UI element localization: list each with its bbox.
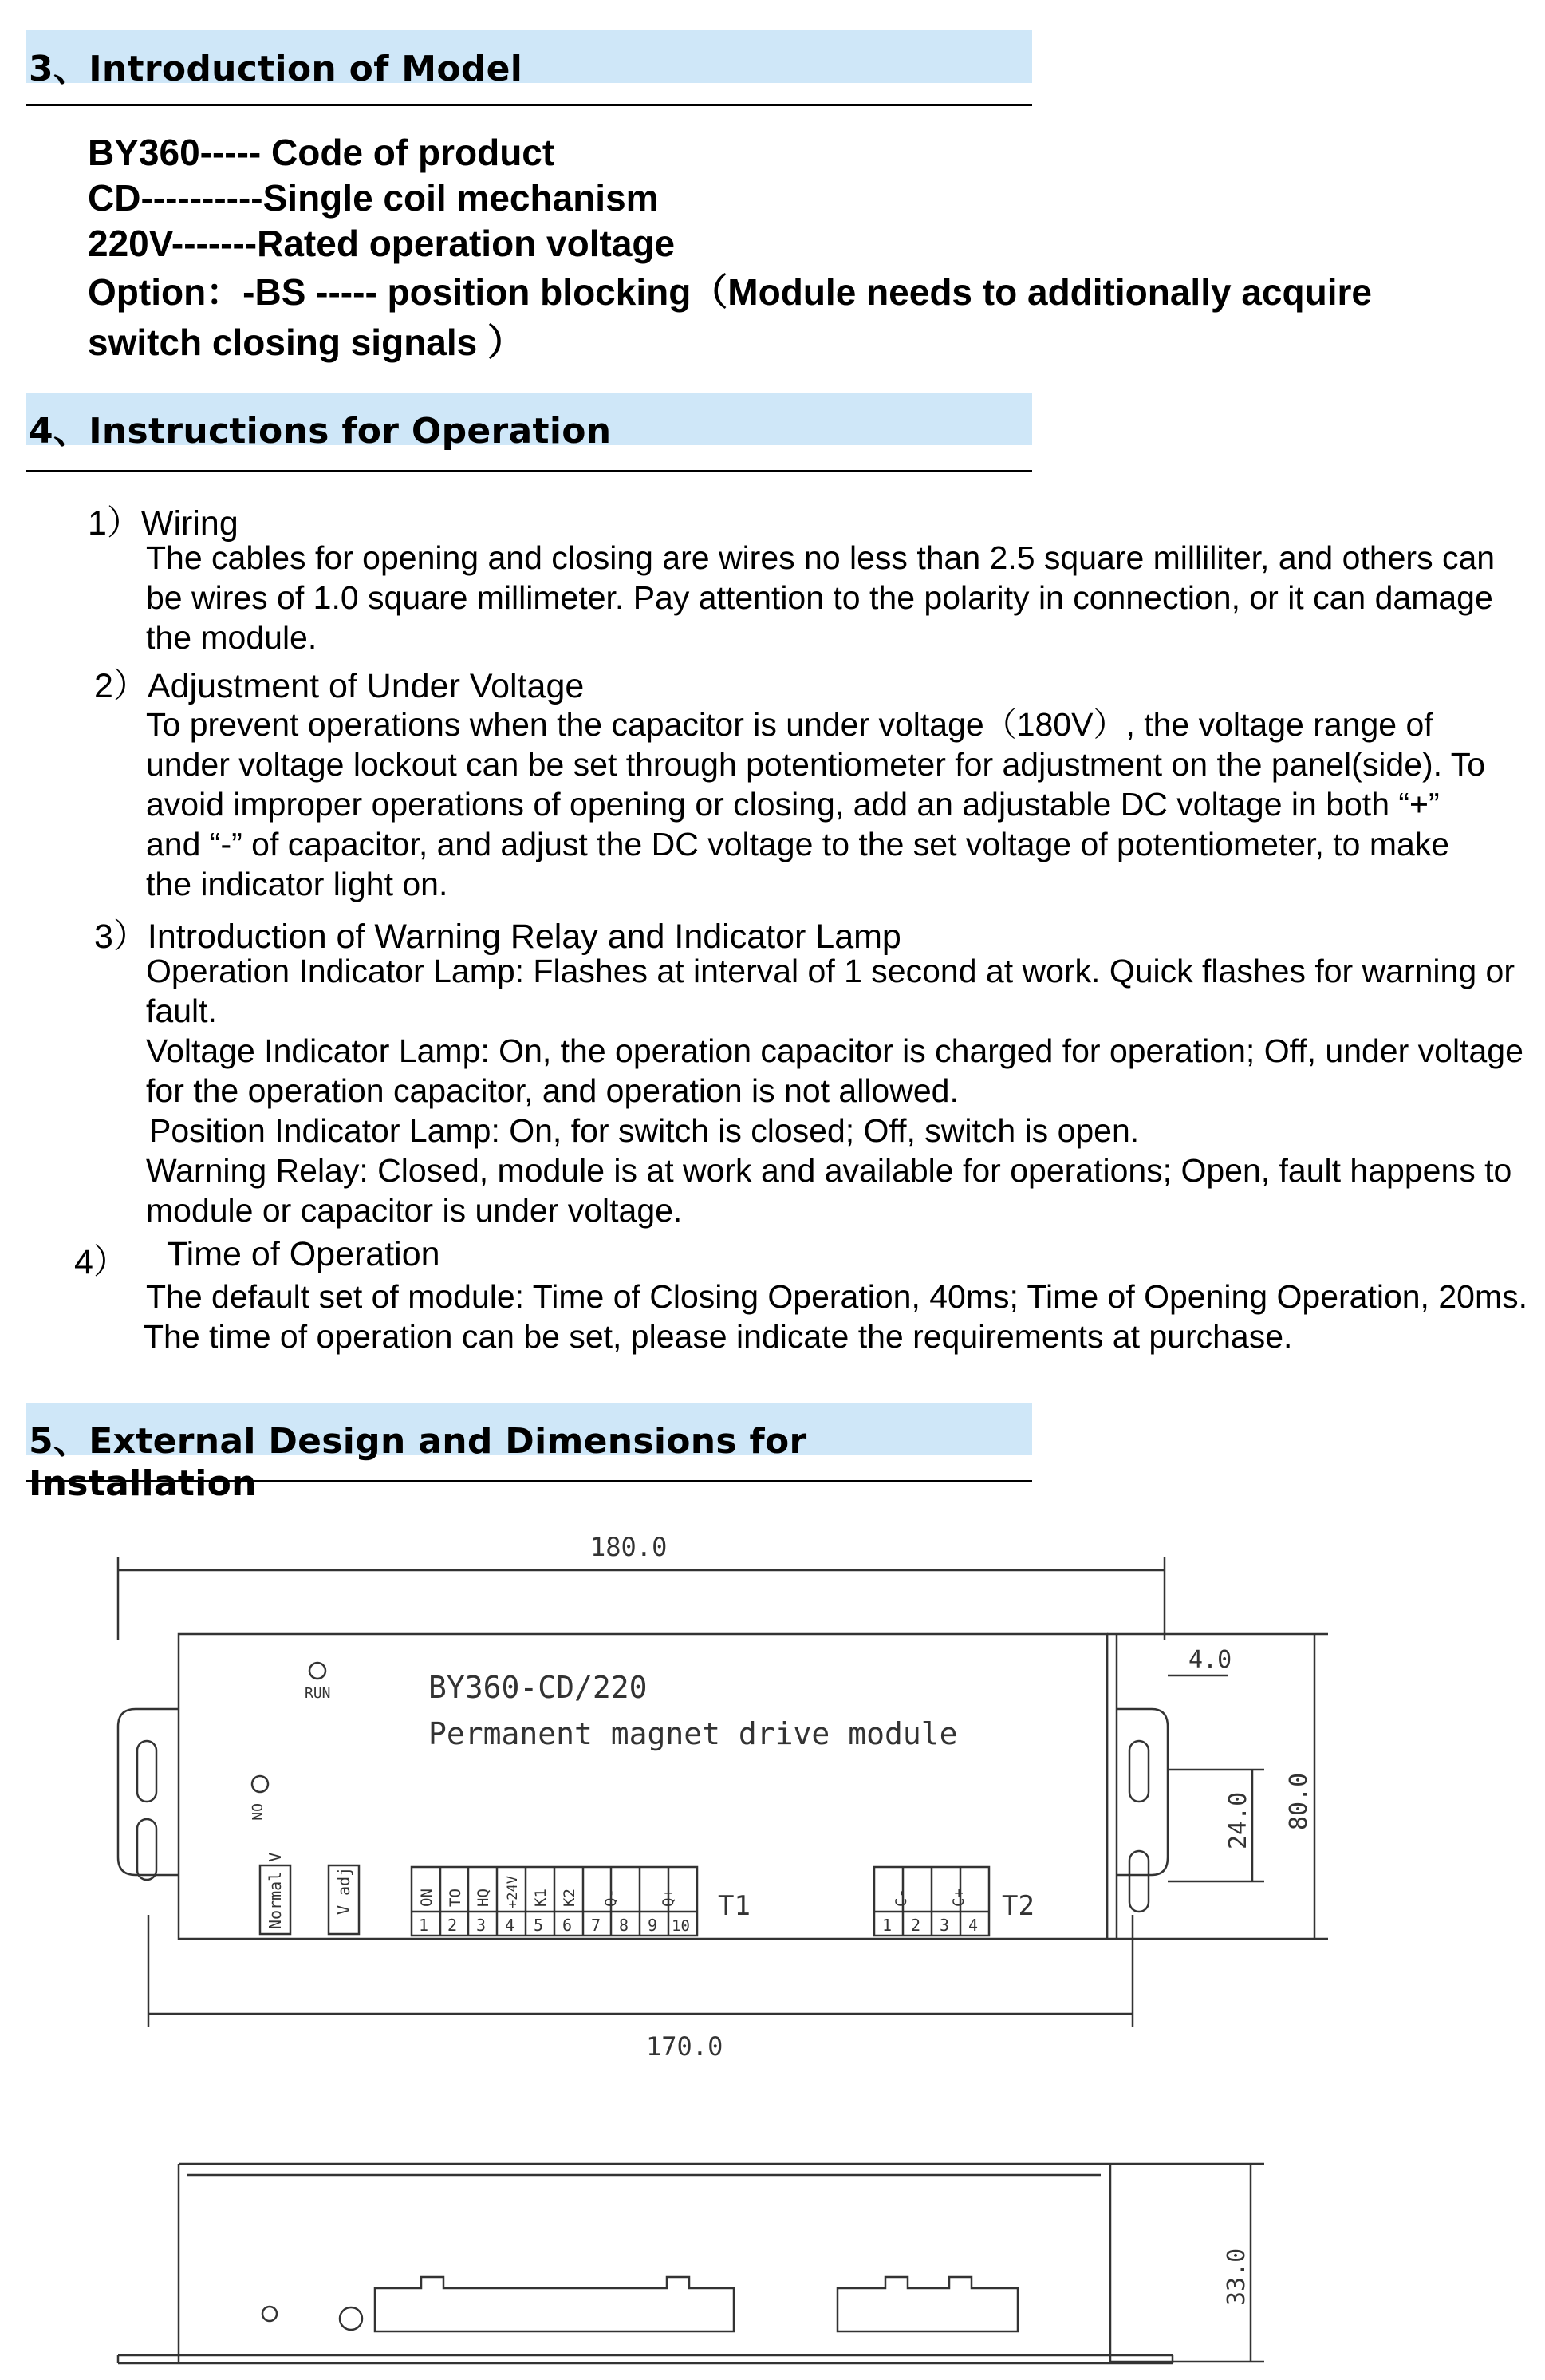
item-1-text [146, 538, 1534, 657]
paragraph: Operation Indicator Lamp: Flashes at interval of 1 second at work. Quick flashes for warning or fault. [146, 953, 1515, 1029]
t2-label-1: C- [893, 1889, 910, 1907]
subtitle-label: Permanent magnet drive module [428, 1716, 958, 1751]
t1-label: T1 [718, 1890, 751, 1922]
t1-number: 5 [534, 1916, 544, 1935]
dim-ear-label: 4.0 [1188, 1646, 1232, 1674]
t1-number: 9 [648, 1916, 658, 1935]
on-lamp [252, 1776, 268, 1792]
t2-label: T2 [1002, 1890, 1035, 1922]
paragraph: Voltage Indicator Lamp: On, the operation capacitor is charged for operation; Off, under voltage for the operation capacitor, and operation is not allowed. [146, 1032, 1523, 1109]
section-3-heading [26, 30, 1032, 89]
t1-number: 7 [591, 1916, 601, 1935]
item-2-text [146, 705, 1486, 904]
t2-number: 2 [911, 1916, 921, 1935]
t1-label-2: TO [447, 1889, 464, 1907]
paragraph: Position Indicator Lamp: On, for switch is closed; Off, switch is open. [149, 1112, 1140, 1149]
t2-number: 3 [940, 1916, 950, 1935]
t1-label-7: Q- [602, 1889, 620, 1907]
side-view [118, 2164, 1264, 2363]
paragraph: The time of operation can be set, please indicate the requirements at purchase. [144, 1318, 1293, 1355]
normal-v-label: Normal V [266, 1852, 285, 1929]
model-line-2: CD----------Single coil mechanism [88, 177, 659, 219]
model-line-3: 220V-------Rated operation voltage [88, 223, 676, 264]
paragraph: The default set of module: Time of Closing Operation, 40ms; Time of Opening Operation, 20ms. [146, 1278, 1527, 1315]
run-label: RUN [305, 1685, 331, 1702]
t1-number: 1 [419, 1916, 429, 1935]
v-adj-label: V adj [334, 1866, 353, 1915]
item-3-title: 3）Introduction of Warning Relay and Indicator Lamp [94, 918, 901, 956]
section-4-heading [26, 393, 1032, 452]
t1-label-1: ON [418, 1889, 436, 1907]
divider [26, 1480, 1032, 1482]
paragraph: Warning Relay: Closed, module is at work and available for operations; Open, fault happens to module or capacitor is under voltage. [146, 1152, 1512, 1229]
t1-number: 8 [619, 1916, 629, 1935]
t1-number: 6 [562, 1916, 573, 1935]
model-line-4: Option：-BS ----- position blocking（Module needs to additionally acquire [88, 271, 1372, 313]
model-label: BY360-CD/220 [428, 1670, 648, 1705]
t1-number: 10 [672, 1917, 690, 1935]
paragraph: To prevent operations when the capacitor is under voltage（180V）, the voltage range of under voltage lockout can be set through potentiometer for adjustment on the panel(side). To avoid improper operations of opening or closing, add an adjustable DC voltage in both “+” and “-” of capacitor, and adjust the DC voltage to the set voltage of potentiometer, to make the indicator light on. [146, 706, 1486, 902]
divider [26, 470, 1032, 472]
section-5-title: 5、External Design and Dimensions for Installation [29, 1421, 807, 1504]
installation-drawing [0, 1516, 1545, 2380]
t1-label-9: Q+ [660, 1889, 677, 1907]
t1-label-3: HQ [475, 1889, 492, 1907]
section-3-title: 3、Introduction of Model [29, 49, 523, 89]
item-4-number: 4） [74, 1243, 128, 1281]
run-lamp [309, 1663, 325, 1679]
dim-depth-label: 33.0 [1223, 2248, 1251, 2306]
item-4-title: Time of Operation [167, 1235, 440, 1273]
dim-width-label: 180.0 [590, 1532, 668, 1562]
on-label: ON [248, 1803, 265, 1821]
divider [26, 104, 1032, 106]
paragraph: The cables for opening and closing are wires no less than 2.5 square milliliter, and others can be wires of 1.0 square millimeter. Pay attention to the polarity in connection, or it can damage the module. [146, 539, 1496, 656]
t2-label-3: C+ [950, 1889, 968, 1907]
section-5-heading [26, 1403, 1032, 1504]
t2-number: 1 [882, 1916, 893, 1935]
t1-label-4: +24V [505, 1876, 521, 1908]
model-line-5: switch closing signals ） [88, 322, 525, 363]
dim-inner-width-label: 170.0 [646, 2031, 723, 2062]
dim-height-label: 80.0 [1285, 1772, 1313, 1830]
t1-number: 4 [505, 1916, 515, 1935]
item-3-text [146, 951, 1534, 1230]
section-4-title: 4、Instructions for Operation [29, 411, 612, 452]
item-1-title: 1）Wiring [88, 504, 238, 543]
item-2-title: 2）Adjustment of Under Voltage [94, 667, 585, 705]
t1-label-6: K2 [561, 1889, 578, 1907]
model-line-1: BY360----- Code of product [88, 132, 555, 173]
t2-number: 4 [968, 1916, 979, 1935]
t1-number: 2 [447, 1916, 458, 1935]
t1-label-5: K1 [532, 1889, 550, 1907]
dim-slot-label: 24.0 [1224, 1791, 1252, 1849]
item-4-text [146, 1277, 1534, 1356]
t1-number: 3 [476, 1916, 487, 1935]
